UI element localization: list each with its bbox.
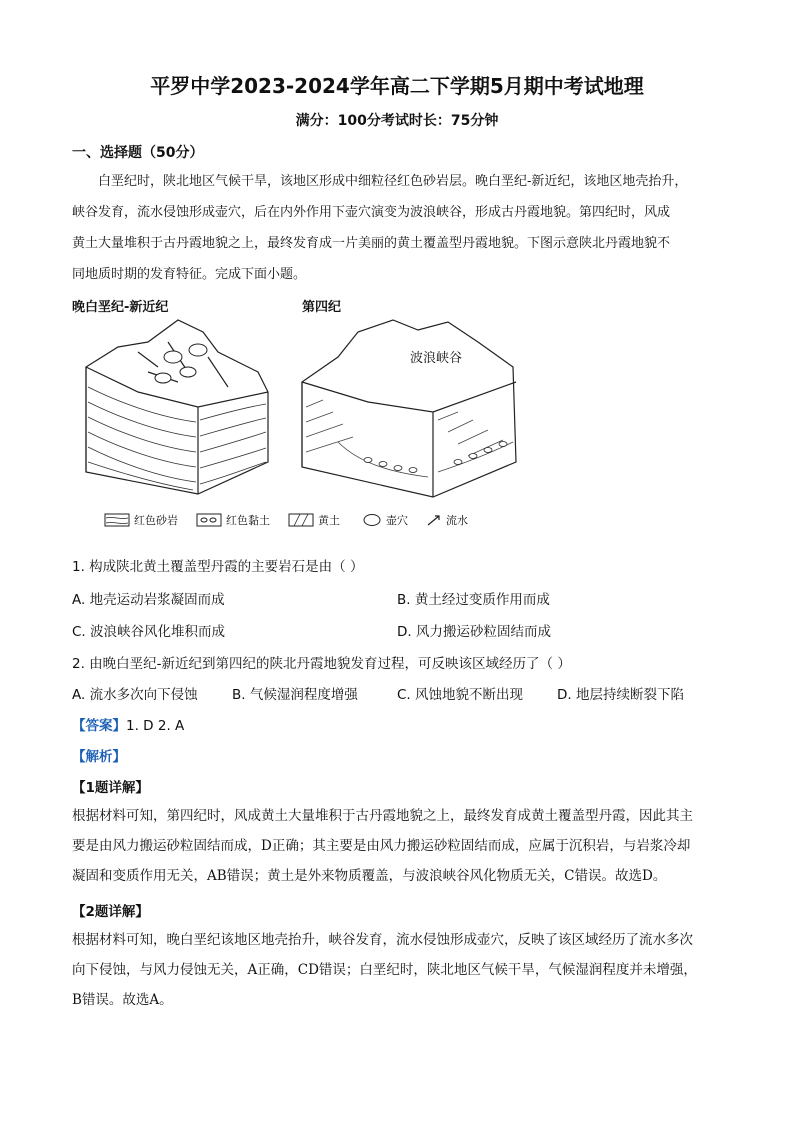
legend-label: 红色黏土 [226,514,270,527]
figure-legend [104,512,484,532]
legend-label: 红色砂岩 [134,514,178,527]
section-heading: 一、选择题（50分） [72,145,204,161]
canyon-label: 波浪峡谷 [410,351,463,366]
late-cretaceous-block-diagram [78,312,278,502]
legend-item [362,512,408,528]
question-1-option-d: D. 风力搬运砂粒固结而成 [397,624,551,640]
detail-line: 凝固和变质作用无关，AB错误；黄土是外来物质覆盖，与波浪峡谷风化物质无关，C错误。故选D。 [72,868,667,884]
quaternary-block-diagram [298,312,523,502]
detail-line: 根据材料可知，第四纪时，风成黄土大量堆积于古丹霞地貌之上，最终发育成黄土覆盖型丹霞，因此其主 [72,808,693,824]
legend-label: 流水 [446,514,468,527]
legend-label: 壶穴 [386,514,408,527]
flowing-water-arrow-icon [426,513,442,527]
legend-label: 黄土 [318,514,340,527]
page-title: 平罗中学2023-2024学年高二下学期5月期中考试地理 [150,74,644,98]
legend-item [196,512,270,528]
detail-line: 向下侵蚀，与风力侵蚀无关，A正确，CD错误；白垩纪时，陕北地区气候干旱，气候湿润程度并未增强， [72,962,697,978]
material-line: 黄土大量堆积于古丹霞地貌之上，最终发育成一片美丽的黄土覆盖型丹霞地貌。下图示意陕北丹霞地貌不 [72,236,671,251]
answer-text: 1. D 2. A [126,718,185,734]
figure-left-label: 晚白垩纪-新近纪 [72,300,169,315]
question-2-option-d: D. 地层持续断裂下陷 [557,687,684,703]
analysis-label: 【解析】 [72,749,126,765]
pothole-swatch-icon [362,513,382,527]
detail-line: 要是由风力搬运砂粒固结而成，D正确；其主要是由风力搬运砂粒固结而成，应属于沉积岩，与岩浆冷却 [72,838,691,854]
question-2-stem: 2. 由晚白垩纪-新近纪到第四纪的陕北丹霞地貌发育过程，可反映该区域经历了（ ） [72,656,571,672]
answer-line [72,714,184,734]
legend-item [104,512,178,528]
loess-swatch-icon [288,513,314,527]
red-sandstone-swatch-icon [104,513,130,527]
detail-1-label: 【1题详解】 [72,780,149,796]
question-1-option-b: B. 黄土经过变质作用而成 [397,592,550,608]
detail-line: B错误。故选A。 [72,992,173,1008]
material-line: 同地质时期的发育特征。完成下面小题。 [72,267,307,282]
answer-label: 【答案】 [72,718,126,734]
detail-2-label: 【2题详解】 [72,904,149,920]
legend-item [426,512,468,528]
legend-item [288,512,340,528]
detail-line: 根据材料可知，晚白垩纪该地区地壳抬升，峡谷发育，流水侵蚀形成壶穴，反映了该区域经历了流水多次 [72,932,693,948]
question-2-option-b: B. 气候湿润程度增强 [232,687,358,703]
detail-1-text [72,801,732,891]
question-1-stem: 1. 构成陕北黄土覆盖型丹霞的主要岩石是由（ ） [72,559,364,575]
material-line: 白垩纪时，陕北地区气候干旱，该地区形成中细粒径红色砂岩层。晚白垩纪-新近纪，该地区地壳抬升， [98,174,688,189]
exam-info: 满分：100分考试时长：75分钟 [295,113,499,129]
question-1-option-a: A. 地壳运动岩浆凝固而成 [72,592,225,608]
question-2-option-a: A. 流水多次向下侵蚀 [72,687,198,703]
question-2-option-c: C. 风蚀地貌不断出现 [397,687,524,703]
question-1-option-c: C. 波浪峡谷风化堆积而成 [72,624,226,640]
figure-right-label: 第四纪 [302,300,342,315]
detail-2-text [72,925,732,1015]
material-line: 峡谷发育，流水侵蚀形成壶穴，后在内外作用下壶穴演变为波浪峡谷，形成古丹霞地貌。第四纪时，风成 [72,205,671,220]
red-clay-swatch-icon [196,513,222,527]
material-paragraph [72,166,732,290]
